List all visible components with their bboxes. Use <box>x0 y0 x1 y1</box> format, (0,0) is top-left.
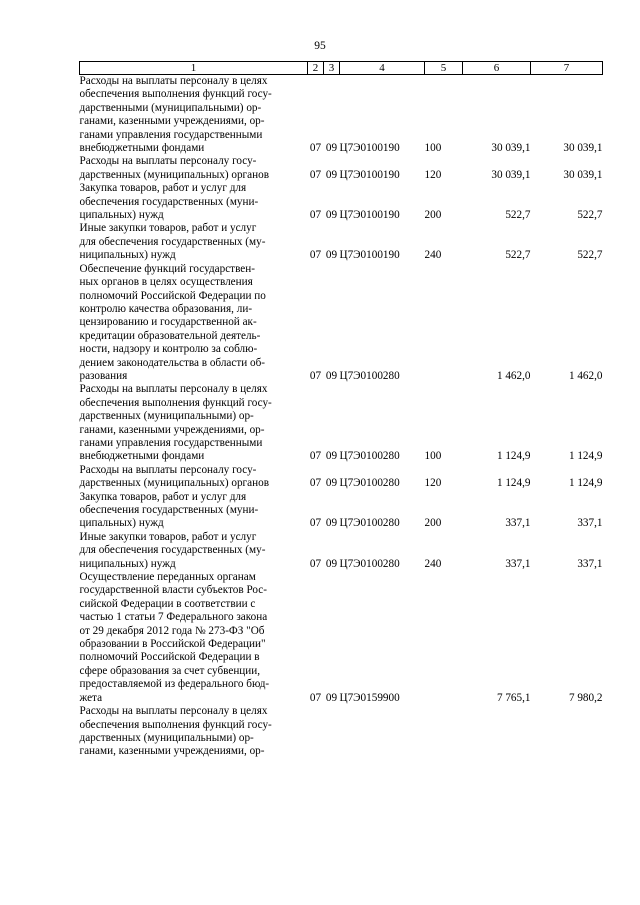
amount-year-1: 1 462,0 <box>496 369 531 382</box>
description-line: полномочий Российской Федерации в <box>79 651 260 664</box>
row-description <box>80 705 308 759</box>
target-article-code <box>340 705 425 759</box>
row-description <box>80 263 308 384</box>
expense-type-code: 120 <box>424 477 442 490</box>
subsection-code: 09 <box>325 142 338 155</box>
column-header-7: 7 <box>531 62 603 75</box>
section-code: 07 <box>309 369 322 382</box>
table-row <box>80 491 603 531</box>
description-line: ганами управления государственными <box>79 128 263 141</box>
description-line: обеспечения государственных (муни- <box>79 504 259 516</box>
description-line: Расходы на выплаты персоналу госу- <box>79 463 257 476</box>
description-line: ципальных) нужд <box>79 517 164 530</box>
section-code: 07 <box>309 142 322 155</box>
amount-year-2: 1 124,9 <box>568 477 603 490</box>
amount-year-2: 7 980,2 <box>568 691 603 704</box>
description-line: ганами, казенными учреждениями, ор- <box>79 115 265 128</box>
description-line: Закупка товаров, работ и услуг для <box>79 182 247 195</box>
description-line: цензированию и государственной ак- <box>79 316 257 329</box>
description-line: дарственных (муниципальными) ор- <box>79 410 254 423</box>
description-line: ных органов в целях осуществления <box>79 276 253 289</box>
section-code: 07 <box>309 209 322 222</box>
row-description <box>80 571 308 705</box>
description-line: ниципальных) нужд <box>79 249 176 262</box>
section-code: 07 <box>309 450 322 463</box>
column-header-2: 2 <box>308 62 324 75</box>
description-line: ганами, казенными учреждениями, ор- <box>79 745 265 758</box>
description-line: контролю качества образования, ли- <box>79 302 253 315</box>
amount-year-2: 522,7 <box>577 249 603 262</box>
section-code: 07 <box>309 249 322 262</box>
expense-type-code: 100 <box>424 142 442 155</box>
row-description <box>80 531 308 571</box>
description-line: Расходы на выплаты персоналу госу- <box>79 155 257 168</box>
target-article-code: Ц7Э0100280 <box>339 369 400 382</box>
column-header-5: 5 <box>425 62 463 75</box>
subsection-code: 09 <box>325 517 338 530</box>
amount-year-2: 1 462,0 <box>568 369 603 382</box>
amount-year-2: 337,1 <box>577 557 603 570</box>
expense-type-code: 100 <box>424 450 442 463</box>
table-row <box>80 383 603 463</box>
row-description <box>80 383 308 463</box>
description-line: ципальных) нужд <box>79 209 164 222</box>
table-row <box>80 182 603 222</box>
table-row <box>80 222 603 262</box>
expense-type-code: 200 <box>424 209 442 222</box>
description-line: внебюджетными фондами <box>79 450 205 463</box>
amount-year-1: 30 039,1 <box>491 142 531 155</box>
amount-year-2: 1 124,9 <box>568 450 603 463</box>
target-article-code: Ц7Э0159900 <box>339 691 400 704</box>
amount-year-1: 30 039,1 <box>491 168 531 181</box>
expense-type-code <box>425 705 463 759</box>
target-article-code: Ц7Э0100280 <box>339 557 400 570</box>
description-line: Иные закупки товаров, работ и услуг <box>79 530 257 543</box>
description-line: Обеспечение функций государствен- <box>79 262 255 275</box>
description-line: дарственными (муниципальными) ор- <box>79 101 262 114</box>
amount-year-2: 522,7 <box>577 209 603 222</box>
description-line: сийской Федерации в соответствии с <box>79 597 256 610</box>
description-line: государственной власти субъектов Рос- <box>79 584 267 597</box>
description-line: Закупка товаров, работ и услуг для <box>79 490 247 503</box>
description-line: обеспечения выполнения функций госу- <box>79 88 272 101</box>
description-line: разования <box>79 369 128 382</box>
section-code: 07 <box>309 557 322 570</box>
table-row <box>80 263 603 384</box>
description-line: частью 1 статьи 7 Федерального закона <box>79 611 268 624</box>
target-article-code: Ц7Э0100190 <box>339 142 400 155</box>
expense-type-code: 120 <box>424 168 442 181</box>
description-line: Расходы на выплаты персоналу в целях <box>79 705 268 718</box>
subsection-code: 09 <box>325 477 338 490</box>
section-code <box>308 705 324 759</box>
section-code: 07 <box>309 168 322 181</box>
row-description <box>80 464 308 491</box>
table-row <box>80 531 603 571</box>
section-code: 07 <box>309 691 322 704</box>
description-line: ганами, казенными учреждениями, ор- <box>79 423 265 436</box>
description-line: дарственных (муниципальных) органов <box>79 168 269 181</box>
amount-year-1: 337,1 <box>505 517 531 530</box>
subsection-code: 09 <box>325 209 338 222</box>
description-line: дарственных (муниципальными) ор- <box>79 731 254 744</box>
expense-type-code <box>425 263 463 384</box>
amount-year-1: 337,1 <box>505 557 531 570</box>
subsection-code: 09 <box>325 450 338 463</box>
column-header-4: 4 <box>340 62 425 75</box>
description-line: ганами управления государственными <box>79 436 263 449</box>
subsection-code: 09 <box>325 168 338 181</box>
amount-year-1 <box>463 705 531 759</box>
target-article-code: Ц7Э0100280 <box>339 517 400 530</box>
page-number: 95 <box>314 40 326 52</box>
description-line: обеспечения выполнения функций госу- <box>79 396 272 409</box>
expense-type-code: 240 <box>424 557 442 570</box>
table-row <box>80 571 603 705</box>
expense-type-code <box>425 571 463 705</box>
column-header-1: 1 <box>80 62 308 75</box>
description-line: предоставляемой из федерального бюд- <box>79 678 270 691</box>
description-line: полномочий Российской Федерации по <box>79 289 266 302</box>
target-article-code: Ц7Э0100190 <box>339 209 400 222</box>
description-line: для обеспечения государственных (му- <box>79 235 266 248</box>
amount-year-1: 522,7 <box>505 249 531 262</box>
description-line: Расходы на выплаты персоналу в целях <box>79 75 268 87</box>
target-article-code: Ц7Э0100190 <box>339 249 400 262</box>
amount-year-1: 1 124,9 <box>496 477 531 490</box>
description-line: внебюджетными фондами <box>79 142 205 155</box>
table-row <box>80 464 603 491</box>
description-line: образовании в Российской Федерации" <box>79 638 266 651</box>
expense-type-code: 240 <box>424 249 442 262</box>
row-description <box>80 182 308 222</box>
table-row <box>80 75 603 156</box>
description-line: дением законодательства в области об- <box>79 356 266 369</box>
amount-year-2: 337,1 <box>577 517 603 530</box>
table-body <box>80 75 603 759</box>
subsection-code: 09 <box>325 691 338 704</box>
amount-year-1: 7 765,1 <box>496 691 531 704</box>
section-code: 07 <box>309 477 322 490</box>
description-line: жета <box>79 691 103 704</box>
description-line: обеспечения выполнения функций госу- <box>79 718 272 731</box>
column-header-6: 6 <box>463 62 531 75</box>
expense-type-code: 200 <box>424 517 442 530</box>
description-line: Осуществление переданных органам <box>79 571 256 584</box>
description-line: Расходы на выплаты персоналу в целях <box>79 383 268 396</box>
subsection-code: 09 <box>325 249 338 262</box>
row-description <box>80 222 308 262</box>
amount-year-2 <box>531 705 603 759</box>
target-article-code: Ц7Э0100280 <box>339 450 400 463</box>
amount-year-2: 30 039,1 <box>563 168 603 181</box>
description-line: обеспечения государственных (муни- <box>79 195 259 208</box>
section-code: 07 <box>309 517 322 530</box>
description-line: дарственных (муниципальных) органов <box>79 477 269 490</box>
table-row <box>80 705 603 759</box>
header-row <box>80 62 603 75</box>
column-header-3: 3 <box>324 62 340 75</box>
target-article-code: Ц7Э0100190 <box>339 168 400 181</box>
subsection-code: 09 <box>325 369 338 382</box>
target-article-code: Ц7Э0100280 <box>339 477 400 490</box>
description-line: ности, надзору и контролю за соблю- <box>79 343 258 356</box>
subsection-code: 09 <box>325 557 338 570</box>
description-line: кредитации образовательной деятель- <box>79 329 261 342</box>
description-line: сфере образования за счет субвенции, <box>79 664 261 677</box>
description-line: ниципальных) нужд <box>79 557 176 570</box>
amount-year-1: 1 124,9 <box>496 450 531 463</box>
amount-year-2: 30 039,1 <box>563 142 603 155</box>
description-line: для обеспечения государственных (му- <box>79 544 266 557</box>
amount-year-1: 522,7 <box>505 209 531 222</box>
description-line: Иные закупки товаров, работ и услуг <box>79 222 257 235</box>
row-description <box>80 491 308 531</box>
row-description <box>80 155 308 182</box>
row-description <box>80 75 308 156</box>
subsection-code <box>324 705 340 759</box>
table-row <box>80 155 603 182</box>
description-line: от 29 декабря 2012 года № 273-ФЗ "Об <box>79 624 265 637</box>
budget-table <box>79 61 603 759</box>
